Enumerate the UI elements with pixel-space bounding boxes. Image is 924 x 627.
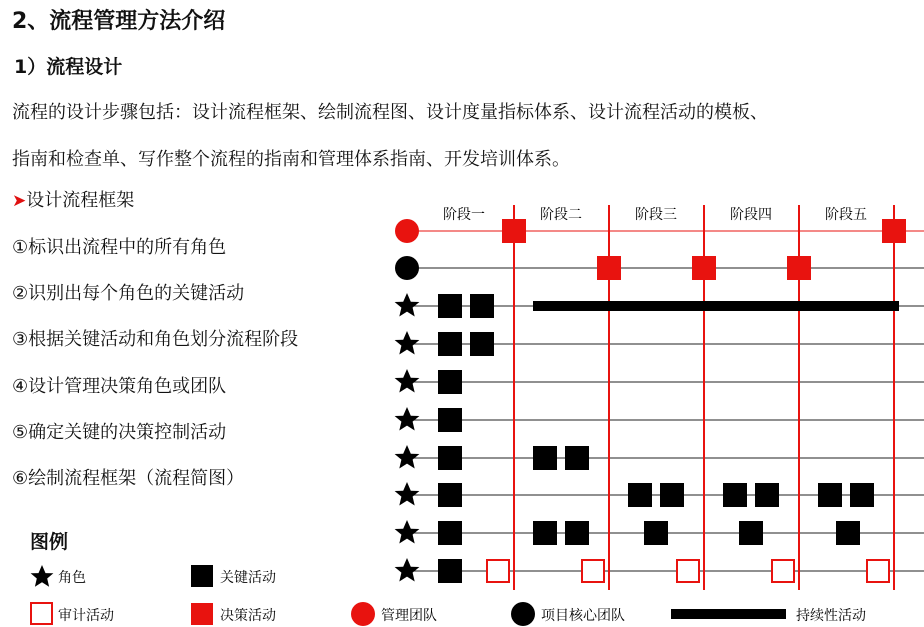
key-activity <box>438 521 462 545</box>
star-icon <box>395 482 420 506</box>
step-3: ③根据关键活动和角色划分流程阶段 <box>12 329 299 350</box>
decision-activity <box>692 256 716 280</box>
legend-mgmt-team-label: 管理团队 <box>381 608 437 624</box>
star-icon <box>395 293 420 317</box>
star-icon <box>395 407 420 431</box>
key-activity <box>850 483 874 507</box>
key-activity <box>660 483 684 507</box>
audit-activity <box>487 560 509 582</box>
stage-label-4: 阶段四 <box>730 207 772 223</box>
key-activity <box>565 446 589 470</box>
audit-activity <box>677 560 699 582</box>
section-heading: 2、流程管理方法介绍 <box>12 9 226 34</box>
legend-core-team-label: 项目核心团队 <box>541 608 625 624</box>
step-6: ⑥绘制流程框架（流程简图） <box>12 468 245 489</box>
legend-audit-activity-icon <box>31 603 52 624</box>
key-activity <box>438 294 462 318</box>
lane-lines <box>407 231 924 571</box>
audit-activity <box>867 560 889 582</box>
decision-activity <box>787 256 811 280</box>
stage-label-2: 阶段二 <box>540 207 582 223</box>
key-activity <box>628 483 652 507</box>
star-icon <box>395 558 420 582</box>
decision-activity <box>502 219 526 243</box>
stage-label-3: 阶段三 <box>635 207 677 223</box>
key-activity <box>755 483 779 507</box>
legend-decision-activity-label: 决策活动 <box>220 608 276 624</box>
star-icon <box>395 331 420 355</box>
audit-activity <box>772 560 794 582</box>
key-activity <box>723 483 747 507</box>
legend-continuous-activity-label: 持续性活动 <box>796 608 866 624</box>
step-2: ②识别出每个角色的关键活动 <box>12 283 245 304</box>
paragraph-line-1: 流程的设计步骤包括：设计流程框架、绘制流程图、设计度量指标体系、设计流程活动的模板、 <box>12 102 768 123</box>
core-team-circle <box>395 256 419 280</box>
audit-activity <box>582 560 604 582</box>
legend-core-team-icon <box>511 602 535 626</box>
decision-activity <box>882 219 906 243</box>
key-activity <box>438 559 462 583</box>
legend-title: 图例 <box>30 531 69 553</box>
legend-audit-activity-label: 审计活动 <box>58 608 114 624</box>
key-activity <box>438 408 462 432</box>
stage-label-1: 阶段一 <box>443 207 485 223</box>
paragraph-line-2: 指南和检查单、写作整个流程的指南和管理体系指南、开发培训体系。 <box>12 149 570 170</box>
key-activity <box>470 332 494 356</box>
key-activity <box>818 483 842 507</box>
key-activity <box>533 521 557 545</box>
key-activity <box>438 483 462 507</box>
key-activity <box>644 521 668 545</box>
mgmt-team-circle <box>395 219 419 243</box>
legend-key-activity-label: 关键活动 <box>220 570 276 586</box>
legend-decision-activity-icon <box>191 603 213 625</box>
key-activities <box>438 294 874 583</box>
key-activity <box>565 521 589 545</box>
stage-label-5: 阶段五 <box>825 207 867 223</box>
key-activity <box>438 332 462 356</box>
star-icon <box>395 369 420 393</box>
key-activity <box>739 521 763 545</box>
step-4: ④设计管理决策角色或团队 <box>12 376 227 397</box>
key-activity <box>438 370 462 394</box>
legend-key-activity-icon <box>191 565 213 587</box>
key-activity <box>533 446 557 470</box>
star-icon <box>395 445 420 469</box>
key-activity <box>438 446 462 470</box>
bullet-label: 设计流程框架 <box>26 190 135 211</box>
subsection-heading: 1）流程设计 <box>14 56 123 78</box>
decision-activity <box>597 256 621 280</box>
role-stars <box>395 293 420 582</box>
legend-continuous-activity-icon <box>671 609 786 619</box>
star-icon <box>395 520 420 544</box>
step-1: ①标识出流程中的所有角色 <box>12 237 227 258</box>
key-activity <box>836 521 860 545</box>
key-activity <box>470 294 494 318</box>
arrow-bullet-icon: ➤ <box>12 191 27 211</box>
continuous-activity-bar <box>533 301 899 311</box>
legend-star-icon <box>31 565 54 587</box>
legend-mgmt-team-icon <box>351 602 375 626</box>
legend-role-label: 角色 <box>58 570 86 586</box>
step-5: ⑤确定关键的决策控制活动 <box>12 422 227 443</box>
